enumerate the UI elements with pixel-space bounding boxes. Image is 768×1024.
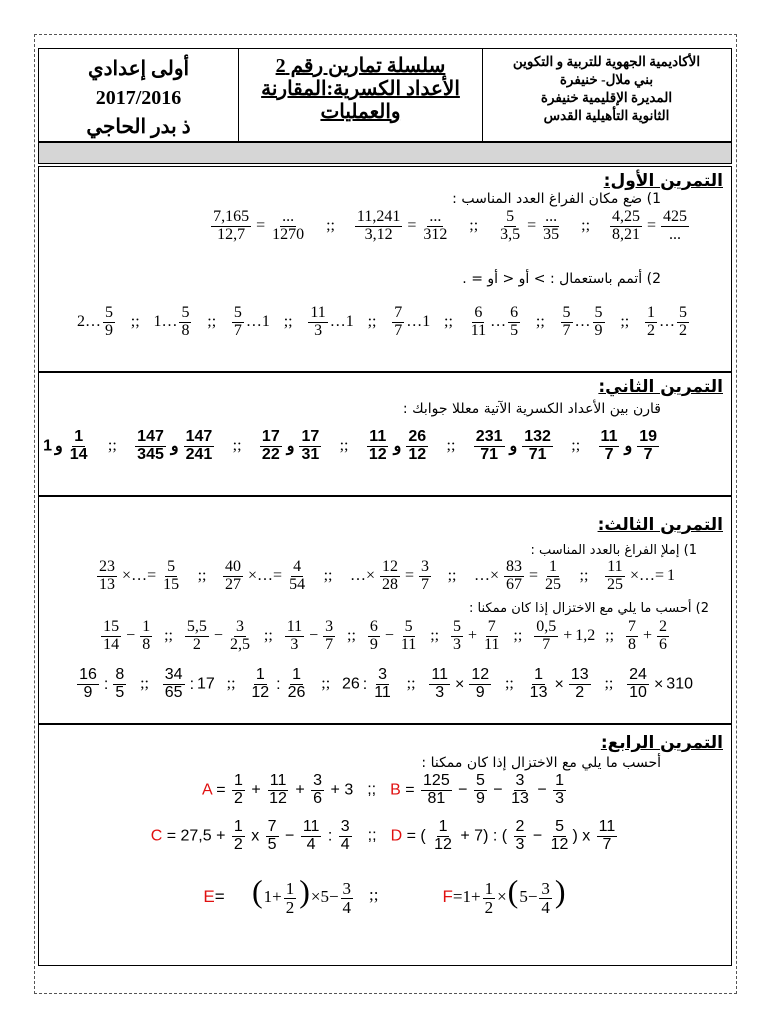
fraction: $\frac{231}{71}$ [475, 428, 503, 463]
comparison-pair: $\frac{1}{14}$ و1 [43, 428, 88, 463]
separator: ;; [232, 437, 242, 455]
separator: ;; [430, 627, 440, 645]
exercise-2-title: التمرين الثاني: [598, 377, 723, 397]
operation: $\frac{11}{3}$ − $\frac{3}{7}$ [286, 618, 334, 653]
exercise-1-title: التمرين الأول: [603, 171, 723, 191]
exercise-2 [38, 372, 732, 496]
separator: ;; [130, 313, 140, 331]
separator: ;; [321, 675, 331, 693]
exercise-1-row2 [39, 305, 731, 340]
exercise-3-row2 [39, 619, 731, 654]
separator: ;; [263, 627, 273, 645]
exercise-4-question: أحسب ما يلي مع الاختزال إذا كان ممكنا : [421, 755, 661, 771]
header-level-year-teacher [39, 49, 239, 141]
comparison-pair: $\frac{17}{31}$ و $\frac{17}{22}$ [261, 428, 320, 463]
separator: ;; [406, 675, 416, 693]
separator: ;; [535, 313, 545, 331]
fraction: $\frac{1}{2}$ [647, 304, 655, 339]
header-level: أولى إعدادي [87, 58, 190, 80]
fraction: $\frac{12}{28}$ [382, 558, 399, 593]
fraction: $\frac{3}{2,5}$ [229, 618, 250, 653]
fraction: $\frac{...}{35}$ [543, 208, 560, 243]
exercise-3-row1 [39, 559, 731, 594]
fraction: $\frac{1}{8}$ [142, 618, 151, 653]
separator: ;; [446, 437, 456, 455]
fraction: $\frac{11}{25}$ [606, 558, 623, 593]
operation: $\frac{11}{3}$ × $\frac{12}{9}$ [431, 666, 490, 701]
separator: ;; [513, 627, 523, 645]
separator: ;; [579, 567, 589, 585]
directorate: المديرة الإقليمية خنيفرة [540, 90, 673, 105]
separator: ;; [605, 627, 615, 645]
equation: $\frac{4,25}{8,21}$ = $\frac{425}{...}$ [611, 208, 687, 243]
operation: $\frac{24}{10}$ × 310 [629, 666, 693, 701]
fraction: $\frac{13}{2}$ [570, 666, 589, 701]
comparison-pair: $\frac{26}{12}$ و $\frac{11}{12}$ [368, 428, 427, 463]
expression-E: E= (1+ $\frac{1}{2}$ )×5− $\frac{3}{4}$ [203, 873, 352, 917]
expressions-C-D [39, 819, 731, 854]
separator: ;; [571, 437, 581, 455]
fraction: $\frac{5,5}{2}$ [186, 618, 207, 653]
fraction: $\frac{24}{10}$ [629, 666, 647, 701]
header-institution [483, 49, 730, 141]
fraction: $\frac{19}{7}$ [639, 428, 657, 463]
operation: $\frac{6}{9}$ − $\frac{5}{11}$ [369, 618, 417, 653]
fraction: $\frac{3}{7}$ [421, 558, 430, 593]
fraction: $\frac{...}{312}$ [423, 208, 448, 243]
separator: ;; [469, 217, 479, 235]
header-table [38, 48, 732, 142]
series-title: سلسلة تمارين رقم 2 [275, 55, 446, 77]
fraction: $\frac{11}{12}$ [368, 428, 387, 463]
separator: ;; [207, 313, 217, 331]
fill-blank: …× $\frac{83}{67}$ = $\frac{1}{25}$ [473, 558, 562, 593]
separator: ;; [339, 437, 349, 455]
operation: $\frac{7}{8}$ + $\frac{2}{6}$ [627, 618, 667, 653]
fraction: $\frac{132}{71}$ [524, 428, 551, 463]
fraction: $\frac{3}{7}$ [325, 618, 334, 653]
exercise-1-row1 [39, 209, 731, 244]
fraction: $\frac{1}{26}$ [287, 666, 306, 701]
fraction: $\frac{4}{54}$ [289, 558, 306, 593]
separator: ;; [367, 313, 377, 331]
exercise-4 [38, 724, 732, 966]
exercise-3-q1: 1) إملإ الفراغ بالعدد المناسب : [530, 543, 697, 558]
header-series-title [239, 49, 483, 141]
fraction: $\frac{7,165}{12,7}$ [213, 208, 250, 243]
fraction: $\frac{15}{14}$ [103, 618, 120, 653]
exercise-3-title: التمرين الثالث: [597, 515, 723, 535]
separator: ;; [620, 313, 630, 331]
exercise-3 [38, 496, 732, 724]
fraction: $\frac{7}{7}$ [394, 304, 403, 339]
fraction: $\frac{7}{8}$ [627, 618, 636, 653]
expression-C: C = 27,5 + $\frac{1}{2}$ x $\frac{7}{5}$ − $\frac{11}{4}$ : $\frac{3}{4}$ [150, 818, 350, 853]
fraction: $\frac{0,5}{7}$ [536, 618, 557, 653]
separator: ;; [164, 627, 173, 645]
separator: ;; [604, 675, 614, 693]
comparison: $\frac{11}{3}$ …1 [310, 304, 354, 339]
fraction: $\frac{40}{27}$ [225, 558, 242, 593]
expression-D: D = ( $\frac{1}{12}$ + 7) : ( $\frac{2}{3}$ − $\frac{5}{12}$ ) x $\frac{11}{7}$ [390, 818, 616, 853]
fraction: $\frac{5}{7}$ [233, 304, 242, 339]
fraction: $\frac{5}{8}$ [181, 304, 190, 339]
fraction: $\frac{147}{241}$ [185, 428, 213, 463]
exercise-1-q2: 2) أتمم باستعمال : > أو < أو = . [462, 271, 661, 287]
operation: 26 : $\frac{3}{11}$ [341, 666, 391, 701]
fraction: $\frac{...}{1270}$ [272, 208, 305, 243]
exercise-4-title: التمرين الرابع: [600, 733, 723, 753]
fraction: $\frac{6}{9}$ [369, 618, 378, 653]
fraction: $\frac{7}{11}$ [484, 618, 500, 653]
fraction: $\frac{26}{12}$ [408, 428, 427, 463]
equation: $\frac{7,165}{12,7}$ = $\frac{...}{1270}$ [213, 208, 305, 243]
separator: ;; [347, 627, 356, 645]
fraction: $\frac{5}{9}$ [594, 304, 603, 339]
fraction: $\frac{3}{11}$ [374, 666, 391, 701]
exercise-3-row3 [39, 667, 731, 702]
fraction: $\frac{5}{3}$ [453, 618, 462, 653]
separator: ;; [581, 217, 591, 235]
operation: $\frac{0,5}{7}$ + 1,2 [536, 618, 596, 653]
comparison-pair: $\frac{132}{71}$ و $\frac{231}{71}$ [475, 428, 551, 463]
operation: $\frac{5}{3}$ + $\frac{7}{11}$ [453, 618, 500, 653]
comparison-pair: $\frac{147}{241}$ و $\frac{147}{345}$ [137, 428, 213, 463]
comparison: $\frac{5}{7}$ …1 [233, 304, 270, 339]
comparison-pair: $\frac{19}{7}$ و $\frac{11}{7}$ [600, 428, 657, 463]
fraction: $\frac{5}{2}$ [679, 304, 687, 339]
operation: $\frac{34}{65}$ : 17 [164, 666, 215, 701]
region: بني ملال- خنيفرة [559, 72, 654, 87]
expressions-E-F [39, 873, 731, 916]
exercise-2-question: قارن بين الأعداد الكسرية الآتية معللا جوابك : [402, 401, 661, 417]
separator: ;; [326, 217, 335, 235]
comparison: $\frac{5}{7}$ … $\frac{5}{9}$ [562, 304, 603, 339]
fraction: $\frac{1}{13}$ [529, 666, 548, 701]
header-separator-band [38, 142, 732, 164]
fraction: $\frac{5}{7}$ [562, 304, 571, 339]
header-teacher: ذ بدر الحاجي [86, 116, 191, 138]
comparison: $\frac{1}{2}$ … $\frac{5}{2}$ [647, 304, 687, 339]
fraction: $\frac{83}{67}$ [506, 558, 522, 593]
exercise-1 [38, 166, 732, 372]
operation: $\frac{16}{9}$ : $\frac{8}{5}$ [79, 666, 125, 701]
header-year: 2017/2016 [95, 87, 182, 109]
fill-blank: …× $\frac{12}{28}$ = $\frac{3}{7}$ [349, 558, 430, 593]
fraction: $\frac{5}{3,5}$ [500, 208, 521, 243]
fraction: $\frac{11}{3}$ [286, 618, 303, 653]
comparison: 2… $\frac{5}{9}$ [77, 304, 114, 339]
separator: ;; [283, 313, 293, 331]
equation: $\frac{5}{3,5}$ = $\frac{...}{35}$ [500, 208, 560, 243]
separator: ;; [367, 781, 377, 799]
separator: ;; [107, 437, 117, 455]
operation: $\frac{1}{12}$ : $\frac{1}{26}$ [251, 666, 306, 701]
fraction: $\frac{5}{15}$ [163, 558, 180, 593]
equation: $\frac{11,241}{3,12}$ = $\frac{...}{312}$ [356, 208, 448, 243]
series-subtitle-2: والعمليات [320, 101, 401, 123]
series-subtitle: الأعداد الكسرية:المقارنة [261, 78, 460, 100]
separator: ;; [197, 567, 207, 585]
expression-A: A = $\frac{1}{2}$ + $\frac{11}{12}$ + $\frac{3}{6}$ + 3 [201, 772, 354, 807]
expressions-A-B [39, 773, 731, 808]
comparison: 1… $\frac{5}{8}$ [153, 304, 190, 339]
comparison: $\frac{7}{7}$ …1 [394, 304, 431, 339]
comparison: $\frac{6}{11}$ … $\frac{6}{5}$ [470, 304, 519, 339]
expression-F: F=1+ $\frac{1}{2}$ ×(5− $\frac{3}{4}$ ) [442, 873, 566, 917]
fraction: $\frac{23}{13}$ [99, 558, 116, 593]
fraction: $\frac{1}{25}$ [545, 558, 562, 593]
school: الثانوية التأهيلية القدس [543, 108, 670, 123]
separator: ;; [367, 827, 377, 845]
exercise-3-q2: 2) أحسب ما يلي مع الاختزال إذا كان ممكنا : [469, 601, 709, 616]
fraction: $\frac{5}{11}$ [400, 618, 417, 653]
operation: $\frac{1}{13}$ × $\frac{13}{2}$ [529, 666, 589, 701]
fraction: $\frac{425}{...}$ [663, 208, 687, 243]
operation: $\frac{15}{14}$ − $\frac{1}{8}$ [103, 618, 151, 653]
fraction: $\frac{11}{7}$ [600, 428, 618, 463]
separator: ;; [369, 884, 379, 904]
academy: الأكاديمية الجهوية للتربية و التكوين [512, 54, 701, 69]
fraction: $\frac{11}{3}$ [431, 666, 448, 701]
fraction: $\frac{6}{11}$ [470, 304, 487, 339]
expression-B: B = $\frac{125}{81}$ − $\frac{5}{9}$ − $\frac{3}{13}$ − $\frac{1}{3}$ [390, 772, 565, 807]
separator: ;; [226, 675, 236, 693]
fill-blank: $\frac{11}{25}$ ×…= 1 [606, 558, 675, 593]
fraction: $\frac{11}{3}$ [310, 304, 326, 339]
separator: ;; [140, 675, 149, 693]
operation: $\frac{5,5}{2}$ − $\frac{3}{2,5}$ [186, 618, 250, 653]
fraction: $\frac{1}{14}$ [69, 428, 88, 463]
fraction: $\frac{8}{5}$ [115, 666, 125, 701]
separator: ;; [444, 313, 453, 331]
fraction: $\frac{16}{9}$ [79, 666, 97, 701]
fraction: $\frac{12}{9}$ [471, 666, 490, 701]
fill-blank: $\frac{23}{13}$ ×…= $\frac{5}{15}$ [99, 558, 180, 593]
fraction: $\frac{6}{5}$ [510, 304, 519, 339]
separator: ;; [323, 567, 333, 585]
fraction: $\frac{4,25}{8,21}$ [611, 208, 640, 243]
fraction: $\frac{1}{12}$ [251, 666, 270, 701]
exercise-2-pairs [39, 429, 731, 464]
fraction: $\frac{2}{6}$ [659, 618, 667, 653]
separator: ;; [504, 675, 514, 693]
fraction: $\frac{17}{22}$ [261, 428, 280, 463]
fraction: $\frac{11,241}{3,12}$ [356, 208, 401, 243]
exercise-1-q1: 1) ضع مكان الفراغ العدد المناسب : [452, 191, 661, 207]
fraction: $\frac{147}{345}$ [137, 428, 164, 463]
fraction: $\frac{17}{31}$ [301, 428, 320, 463]
fraction: $\frac{34}{65}$ [164, 666, 183, 701]
fill-blank: $\frac{40}{27}$ ×…= $\frac{4}{54}$ [225, 558, 306, 593]
separator: ;; [447, 567, 457, 585]
fraction: $\frac{5}{9}$ [105, 304, 114, 339]
